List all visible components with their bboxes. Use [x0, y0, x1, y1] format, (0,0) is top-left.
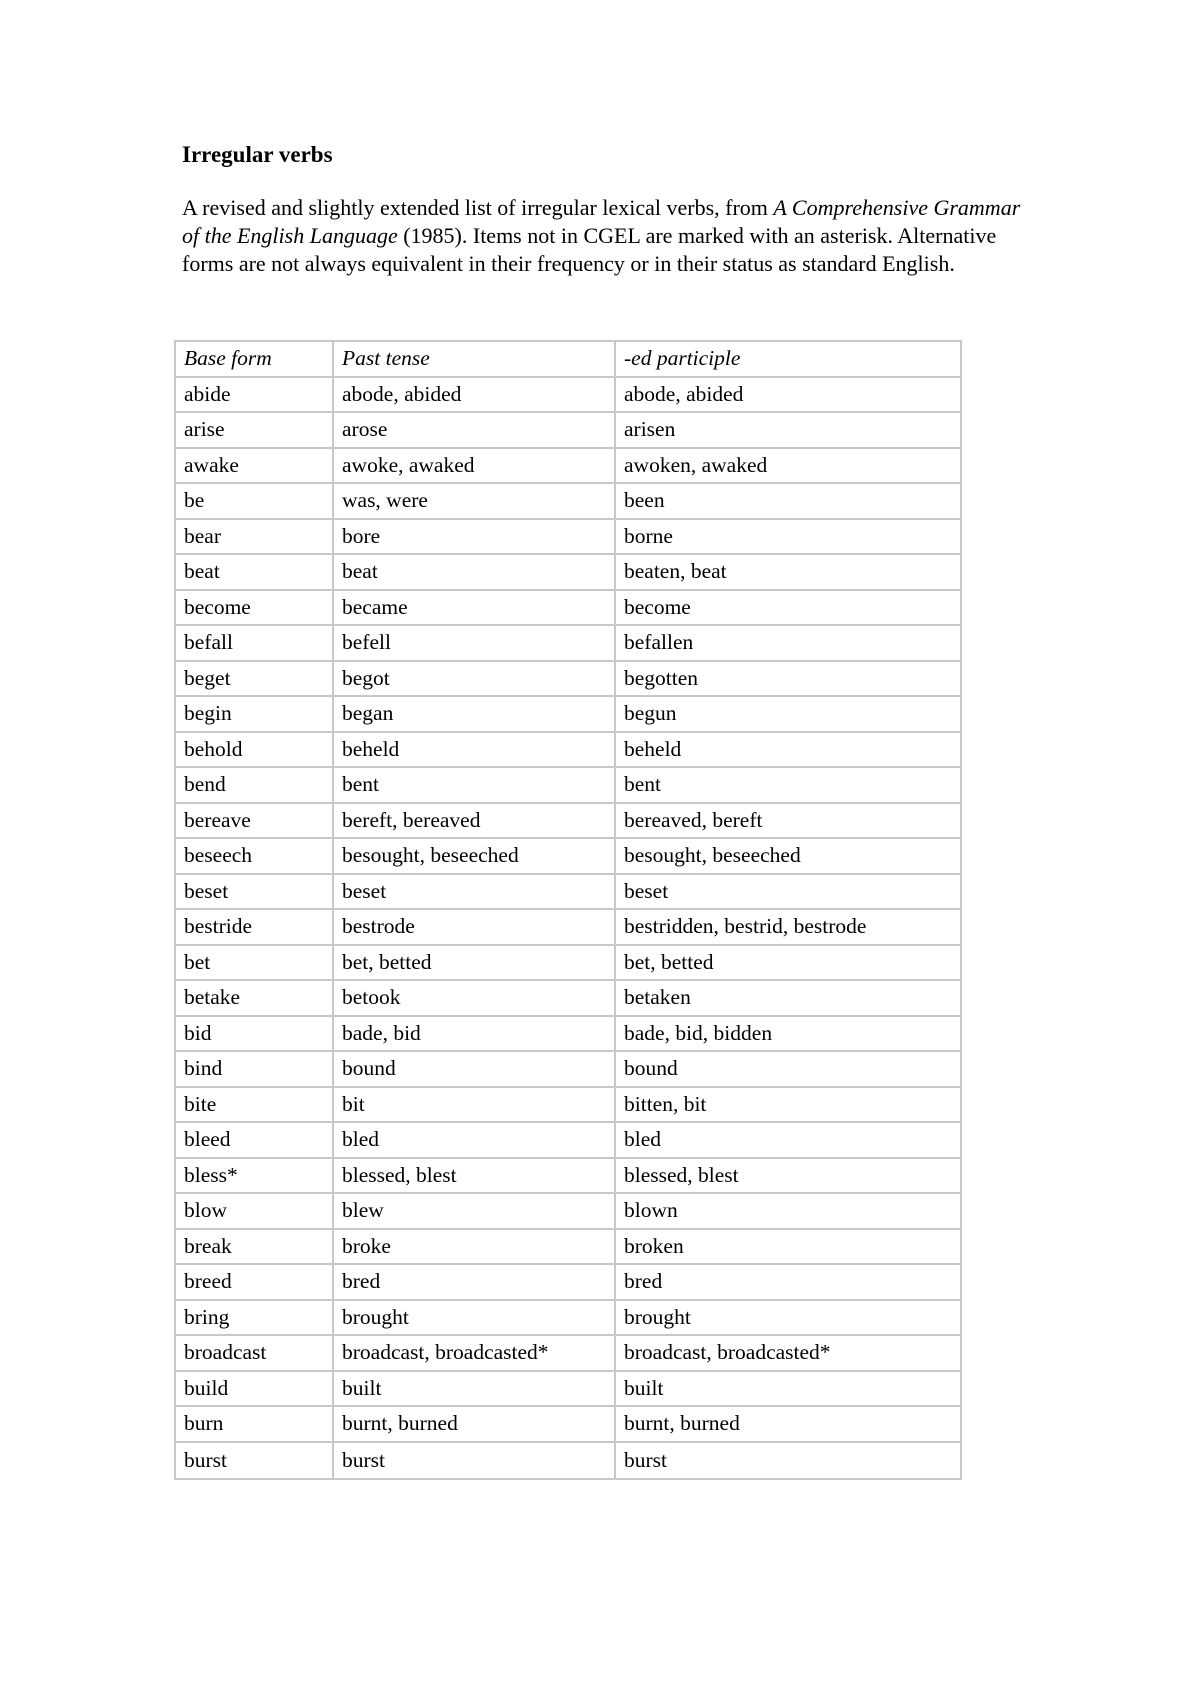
ed-participle-cell: blown	[616, 1194, 960, 1230]
ed-participle-cell: beset	[616, 875, 960, 911]
ed-participle-cell: broadcast, broadcasted*	[616, 1336, 960, 1372]
ed-participle-cell: awoken, awaked	[616, 449, 960, 485]
past-tense-cell: brought	[334, 1301, 616, 1337]
table-row	[176, 626, 960, 662]
table-row	[176, 875, 960, 911]
past-tense-cell: bade, bid	[334, 1017, 616, 1053]
table-row	[176, 1265, 960, 1301]
table-row	[176, 378, 960, 414]
ed-participle-cell: bred	[616, 1265, 960, 1301]
base-form-cell: build	[176, 1372, 334, 1408]
intro-text-end: (1985). Items not in CGEL are marked with an asterisk. Alternative forms are not always equivalent in their frequency or in their status as standard English.	[182, 223, 997, 276]
base-form-cell: bring	[176, 1301, 334, 1337]
ed-participle-cell: bade, bid, bidden	[616, 1017, 960, 1053]
base-form-cell: break	[176, 1230, 334, 1266]
past-tense-cell: bestrode	[334, 910, 616, 946]
ed-participle-cell: built	[616, 1372, 960, 1408]
table-row	[176, 1230, 960, 1266]
base-form-cell: breed	[176, 1265, 334, 1301]
ed-participle-cell: bereaved, bereft	[616, 804, 960, 840]
past-tense-cell: begot	[334, 662, 616, 698]
table-row	[176, 1159, 960, 1195]
past-tense-cell: broke	[334, 1230, 616, 1266]
past-tense-cell: beheld	[334, 733, 616, 769]
column-header-base-form: Base form	[176, 342, 334, 378]
base-form-cell: begin	[176, 697, 334, 733]
table-row	[176, 981, 960, 1017]
ed-participle-cell: broken	[616, 1230, 960, 1266]
past-tense-cell: arose	[334, 413, 616, 449]
intro-text-start: A revised and slightly extended list of irregular lexical verbs, from	[182, 195, 774, 220]
table-row	[176, 1194, 960, 1230]
base-form-cell: bestride	[176, 910, 334, 946]
ed-participle-cell: bet, betted	[616, 946, 960, 982]
past-tense-cell: bound	[334, 1052, 616, 1088]
base-form-cell: beget	[176, 662, 334, 698]
table-header-row	[176, 342, 960, 378]
book-title: A Comprehensive Grammar of the English Language	[182, 195, 1021, 248]
table-body	[176, 378, 960, 1479]
past-tense-cell: burnt, burned	[334, 1407, 616, 1443]
ed-participle-cell: bitten, bit	[616, 1088, 960, 1124]
table-row	[176, 1301, 960, 1337]
ed-participle-cell: besought, beseeched	[616, 839, 960, 875]
table-row	[176, 697, 960, 733]
past-tense-cell: bred	[334, 1265, 616, 1301]
table-row	[176, 413, 960, 449]
column-header-ed-participle: -ed participle	[616, 342, 960, 378]
ed-participle-cell: become	[616, 591, 960, 627]
table-row	[176, 1443, 960, 1479]
base-form-cell: arise	[176, 413, 334, 449]
base-form-cell: bind	[176, 1052, 334, 1088]
ed-participle-cell: burnt, burned	[616, 1407, 960, 1443]
table-row	[176, 1372, 960, 1408]
past-tense-cell: bent	[334, 768, 616, 804]
ed-participle-cell: beaten, beat	[616, 555, 960, 591]
past-tense-cell: bore	[334, 520, 616, 556]
ed-participle-cell: bound	[616, 1052, 960, 1088]
past-tense-cell: blew	[334, 1194, 616, 1230]
ed-participle-cell: bent	[616, 768, 960, 804]
base-form-cell: become	[176, 591, 334, 627]
table-row	[176, 449, 960, 485]
past-tense-cell: blessed, blest	[334, 1159, 616, 1195]
ed-participle-cell: befallen	[616, 626, 960, 662]
past-tense-cell: awoke, awaked	[334, 449, 616, 485]
ed-participle-cell: abode, abided	[616, 378, 960, 414]
table-row	[176, 733, 960, 769]
past-tense-cell: befell	[334, 626, 616, 662]
column-header-past-tense: Past tense	[334, 342, 616, 378]
table-row	[176, 1088, 960, 1124]
base-form-cell: be	[176, 484, 334, 520]
past-tense-cell: besought, beseeched	[334, 839, 616, 875]
base-form-cell: beset	[176, 875, 334, 911]
table-row	[176, 1123, 960, 1159]
past-tense-cell: broadcast, broadcasted*	[334, 1336, 616, 1372]
table-row	[176, 662, 960, 698]
past-tense-cell: burst	[334, 1443, 616, 1479]
table-row	[176, 1017, 960, 1053]
table-row	[176, 520, 960, 556]
past-tense-cell: began	[334, 697, 616, 733]
past-tense-cell: abode, abided	[334, 378, 616, 414]
past-tense-cell: beat	[334, 555, 616, 591]
base-form-cell: burst	[176, 1443, 334, 1479]
base-form-cell: bid	[176, 1017, 334, 1053]
ed-participle-cell: bestridden, bestrid, bestrode	[616, 910, 960, 946]
past-tense-cell: betook	[334, 981, 616, 1017]
past-tense-cell: bereft, bereaved	[334, 804, 616, 840]
base-form-cell: abide	[176, 378, 334, 414]
base-form-cell: behold	[176, 733, 334, 769]
ed-participle-cell: begun	[616, 697, 960, 733]
past-tense-cell: bled	[334, 1123, 616, 1159]
intro-paragraph	[182, 194, 1022, 278]
table-row	[176, 1052, 960, 1088]
base-form-cell: broadcast	[176, 1336, 334, 1372]
base-form-cell: burn	[176, 1407, 334, 1443]
base-form-cell: bite	[176, 1088, 334, 1124]
ed-participle-cell: beheld	[616, 733, 960, 769]
table-row	[176, 1407, 960, 1443]
ed-participle-cell: blessed, blest	[616, 1159, 960, 1195]
base-form-cell: bet	[176, 946, 334, 982]
base-form-cell: betake	[176, 981, 334, 1017]
table-row	[176, 484, 960, 520]
base-form-cell: bereave	[176, 804, 334, 840]
past-tense-cell: became	[334, 591, 616, 627]
table-row	[176, 768, 960, 804]
base-form-cell: bless*	[176, 1159, 334, 1195]
past-tense-cell: beset	[334, 875, 616, 911]
ed-participle-cell: begotten	[616, 662, 960, 698]
base-form-cell: awake	[176, 449, 334, 485]
table-row	[176, 555, 960, 591]
ed-participle-cell: borne	[616, 520, 960, 556]
base-form-cell: beat	[176, 555, 334, 591]
table-row	[176, 591, 960, 627]
past-tense-cell: bet, betted	[334, 946, 616, 982]
base-form-cell: bend	[176, 768, 334, 804]
ed-participle-cell: bled	[616, 1123, 960, 1159]
base-form-cell: blow	[176, 1194, 334, 1230]
irregular-verbs-table	[174, 340, 962, 1480]
base-form-cell: beseech	[176, 839, 334, 875]
document-page	[182, 140, 1022, 311]
past-tense-cell: bit	[334, 1088, 616, 1124]
table-row	[176, 910, 960, 946]
ed-participle-cell: been	[616, 484, 960, 520]
ed-participle-cell: burst	[624, 1447, 667, 1472]
page-title: Irregular verbs	[182, 142, 333, 167]
base-form-cell: bear	[176, 520, 334, 556]
past-tense-cell: was, were	[334, 484, 616, 520]
table-row	[176, 1336, 960, 1372]
table-row	[176, 839, 960, 875]
ed-participle-cell: brought	[616, 1301, 960, 1337]
table-row	[176, 946, 960, 982]
base-form-cell: bleed	[176, 1123, 334, 1159]
past-tense-cell: built	[334, 1372, 616, 1408]
table-row	[176, 804, 960, 840]
base-form-cell: befall	[176, 626, 334, 662]
ed-participle-cell: betaken	[616, 981, 960, 1017]
ed-participle-cell: arisen	[616, 413, 960, 449]
